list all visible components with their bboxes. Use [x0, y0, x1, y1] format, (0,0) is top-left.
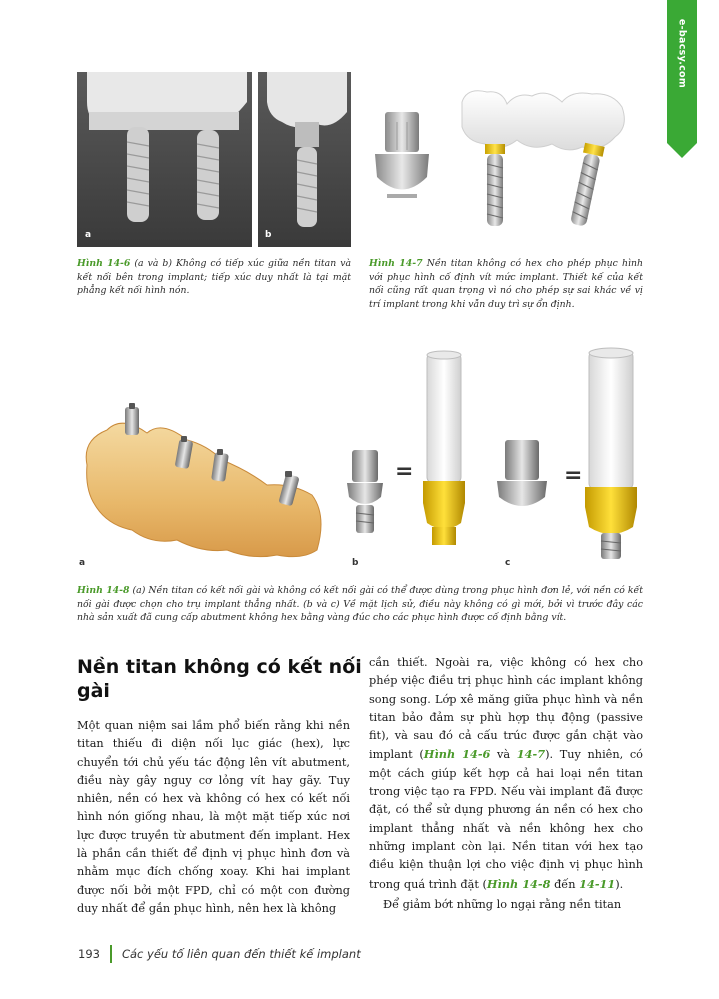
figure-14-6	[77, 72, 351, 247]
right-paragraph-1	[369, 654, 643, 894]
figure-letter-a: a	[85, 230, 92, 240]
caption-text: Nền titan không có hex cho phép phục hình với phục hình cố định vít mức implant. Thiết kế của kết nối cũng rất quan trọng vì nó cho phép sự sai khác về vị trí implant trong khi vẫn duy trì sự ổn định.	[369, 258, 643, 310]
equals-sign-c: =	[564, 463, 583, 488]
right-text-and: và	[490, 748, 517, 762]
right-text-b: ). Tuy nhiên, có một cách giúp kết hợp cả hai loại nền titan trong việc tạo ra FPD. Nếu vài implant đã được đặt, có thể sử dụng phương án nền có hex cho implant thẳng nhất và nền không hex cho những implant còn lại. Nền titan với hex tạo điều kiện thuận lợi cho việc định vị phục hình trong quá trình đặt (	[369, 748, 643, 891]
page-footer	[78, 944, 361, 964]
xref-fig-14-11[interactable]: 14-11	[579, 876, 616, 891]
xray-image	[77, 72, 351, 247]
figure-14-7	[367, 82, 642, 242]
site-tab	[667, 0, 697, 158]
xref-fig-14-6[interactable]: Hình 14-6	[423, 747, 491, 762]
page-number: 193	[78, 947, 100, 961]
chapter-title: Các yếu tố liên quan đến thiết kế implant	[121, 947, 361, 961]
figure-14-8	[77, 345, 643, 570]
titanium-base-render	[367, 82, 642, 242]
caption-14-6	[77, 257, 351, 298]
left-column	[77, 717, 350, 918]
right-text-c: ).	[615, 877, 624, 891]
figure-letter-b: b	[265, 230, 272, 240]
figure-letter-c: c	[505, 558, 511, 568]
right-column	[369, 654, 643, 914]
right-text-to: đến	[550, 877, 580, 891]
right-text-a: cần thiết. Ngoài ra, việc không có hex cho phép việc điều trị phục hình các implant không song song. Lớp xê măng giữa phục hình và nền titan bảo đảm sự phù hợp thụ động (passive fit), và sau đó cả cấu trúc được gắn chặt vào implant (	[369, 656, 643, 762]
caption-ref: Hình 14-7	[369, 258, 423, 269]
figure-letter-a: a	[79, 558, 86, 568]
footer-divider	[110, 945, 112, 963]
equals-sign-b: =	[395, 459, 414, 484]
section-title: Nền titan không có kết nối gài	[77, 656, 362, 702]
figure-letter-b: b	[352, 558, 359, 568]
caption-14-8	[77, 584, 643, 625]
left-paragraph: Một quan niệm sai lầm phổ biến rằng khi nền titan thiếu đi diện nối lục giác (hex), lực chuyển tới chủ yếu tác động lên vít abutment, điều này gây nguy cơ lỏng vít hay gãy. Tuy nhiên, nền có hex và không có hex có kết nối hình nón giống nhau, là một mặt tiếp xúc nơi lực được truyền từ abutment đến implant. Hex là phần cần thiết để định vị phục hình đơn và nhằm mục đích chống xoay. Khi hai implant được nối bởi một FPD, chỉ có một con đường duy nhất để gắn phục hình, nên hex là không	[77, 719, 350, 915]
xref-fig-14-8[interactable]: Hình 14-8	[486, 876, 551, 891]
right-paragraph-2: Để giảm bớt những lo ngại rằng nền titan	[383, 897, 622, 911]
xref-fig-14-7[interactable]: 14-7	[516, 747, 546, 762]
caption-ref: Hình 14-6	[77, 258, 131, 269]
caption-ref: Hình 14-8	[77, 585, 130, 596]
caption-text: (a và b) Không có tiếp xúc giữa nền titan và kết nối bên trong implant; tiếp xúc duy nhất là tại mặt phẳng kết nối hình nón.	[77, 258, 351, 296]
caption-14-7	[369, 257, 643, 311]
caption-text: (a) Nền titan có kết nối gài và không có kết nối gài có thể được dùng trong phục hình đơn lẻ, với nền có kết nối gài được chọn cho trụ implant thẳng nhất. (b và c) Về mặt lịch sử, điều này không có gì mới, bởi vì trước đây các nhà sản xuất đã cung cấp abutment không hex bằng vàng đúc cho các phục hình được cố định bằng vít.	[77, 585, 644, 623]
bridge-and-abutments-render	[77, 345, 643, 570]
site-brand: e-bacsy.com	[676, 18, 688, 89]
